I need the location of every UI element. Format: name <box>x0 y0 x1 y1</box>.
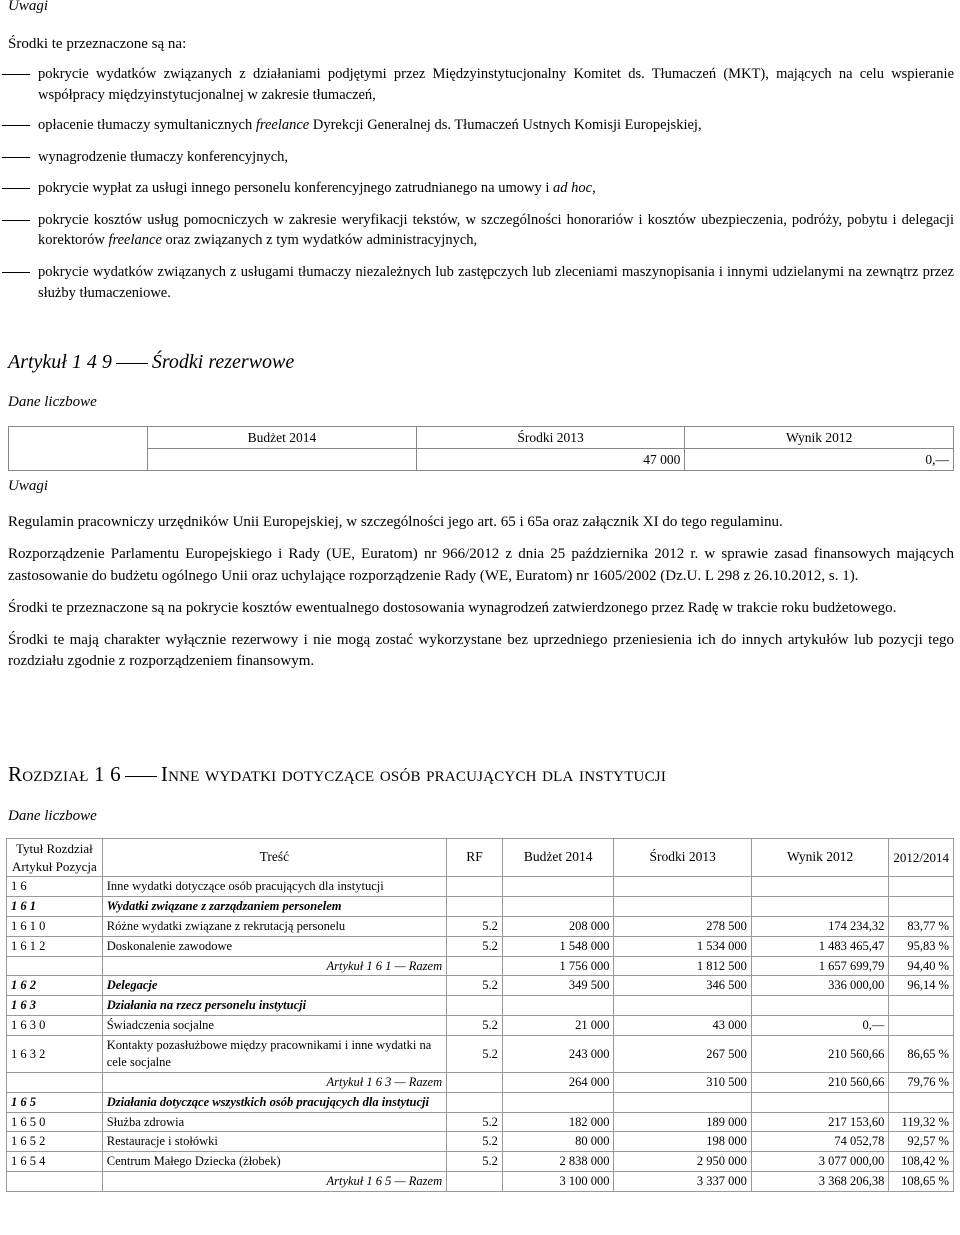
row-rf: 5.2 <box>447 1036 503 1073</box>
row-srodki-2013: 1 812 500 <box>614 956 751 976</box>
row-ratio: 86,65 % <box>889 1036 954 1073</box>
budget-table <box>8 426 954 471</box>
header-budzet-2014: Budżet 2014 <box>502 839 614 877</box>
row-ratio: 119,32 % <box>889 1112 954 1132</box>
row-code: 1 6 3 0 <box>7 1016 103 1036</box>
dash-bullet <box>0 262 38 273</box>
table-row <box>7 936 954 956</box>
intro-text: Środki te przeznaczone są na: <box>8 36 187 52</box>
list-item <box>0 147 954 168</box>
budget-empty-cell <box>9 449 148 471</box>
list-item-text: opłacenie tłumaczy symultanicznych freelance Dyrekcji Generalnej ds. Tłumaczeń Ustnych Komisji Europejskiej, <box>38 117 702 134</box>
budget-detail-table <box>6 838 954 1192</box>
row-wynik-2012: 1 657 699,79 <box>751 956 888 976</box>
table-row <box>7 896 954 916</box>
row-rf <box>447 1072 503 1092</box>
row-code: 1 6 2 <box>7 976 103 996</box>
table-total-row <box>7 1172 954 1192</box>
row-ratio: 92,57 % <box>889 1132 954 1152</box>
row-budget-2014 <box>502 896 614 916</box>
table-body <box>7 877 954 1192</box>
row-budget-2014: 2 838 000 <box>502 1152 614 1172</box>
list-item-text: pokrycie wypłat za usługi innego personelu konferencyjnego zatrudnianego na umowy i ad hoc, <box>38 180 596 197</box>
table-row <box>7 1112 954 1132</box>
row-code: 1 6 1 <box>7 896 103 916</box>
row-label: Różne wydatki związane z rekrutacją personelu <box>102 916 446 936</box>
table-row <box>7 1036 954 1073</box>
list-item <box>0 210 954 251</box>
table-row <box>7 1152 954 1172</box>
row-budget-2014: 80 000 <box>502 1132 614 1152</box>
row-budget-2014: 1 548 000 <box>502 936 614 956</box>
row-wynik-2012: 210 560,66 <box>751 1072 888 1092</box>
row-ratio: 108,42 % <box>889 1152 954 1172</box>
row-label: Inne wydatki dotyczące osób pracujących dla instytucji <box>102 877 446 897</box>
row-rf: 5.2 <box>447 1132 503 1152</box>
row-ratio <box>889 896 954 916</box>
row-label: Artykuł 1 6 5 — Razem <box>102 1172 446 1192</box>
row-ratio: 95,83 % <box>889 936 954 956</box>
row-wynik-2012: 1 483 465,47 <box>751 936 888 956</box>
row-rf <box>447 1092 503 1112</box>
dash-bullet <box>0 210 38 221</box>
row-code <box>7 1172 103 1192</box>
row-label: Delegacje <box>102 976 446 996</box>
row-ratio: 79,76 % <box>889 1072 954 1092</box>
article-remarks <box>8 512 954 673</box>
article-title: Artykuł 1 4 9 Środki rezerwowe <box>8 351 295 373</box>
dash-bullet <box>0 147 38 158</box>
row-code: 1 6 5 2 <box>7 1132 103 1152</box>
budget-value-2012: 0,— <box>685 449 954 471</box>
row-budget-2014: 3 100 000 <box>502 1172 614 1192</box>
row-srodki-2013: 189 000 <box>614 1112 751 1132</box>
table-row <box>7 976 954 996</box>
dash-bullet <box>0 64 38 75</box>
row-label: Artykuł 1 6 1 — Razem <box>102 956 446 976</box>
row-wynik-2012 <box>751 877 888 897</box>
dash-bullet <box>0 115 38 126</box>
budget-header-2013: Środki 2013 <box>416 427 685 449</box>
row-ratio <box>889 877 954 897</box>
row-wynik-2012: 74 052,78 <box>751 1132 888 1152</box>
table-header-row <box>7 839 954 877</box>
row-srodki-2013 <box>614 877 751 897</box>
paragraph: Regulamin pracowniczy urzędników Unii Europejskiej, w szczególności jego art. 65 i 65a oraz załącznik XI do tego regulaminu. <box>8 514 783 530</box>
row-wynik-2012 <box>751 1092 888 1112</box>
list-item <box>0 178 954 199</box>
row-rf: 5.2 <box>447 916 503 936</box>
paragraph: Środki te mają charakter wyłącznie rezerwowy i nie mogą zostać wykorzystane bez uprzedniego przeniesienia ich do innych artykułów lub pozycji tego rozdziału zgodnie z rozporządzeniem finansowym. <box>8 632 954 670</box>
budget-value-2014 <box>148 449 417 471</box>
row-rf: 5.2 <box>447 1112 503 1132</box>
chapter-title: Rozdział 1 6 Inne wydatki dotyczące osób pracujących dla instytucji <box>8 762 667 786</box>
row-srodki-2013 <box>614 1092 751 1112</box>
row-srodki-2013: 346 500 <box>614 976 751 996</box>
budget-value-row <box>9 449 954 471</box>
row-ratio <box>889 996 954 1016</box>
row-srodki-2013: 310 500 <box>614 1072 751 1092</box>
list-item <box>0 262 954 303</box>
row-wynik-2012: 0,— <box>751 1016 888 1036</box>
row-wynik-2012: 336 000,00 <box>751 976 888 996</box>
row-label: Działania na rzecz personelu instytucji <box>102 996 446 1016</box>
list-item-text: pokrycie wydatków związanych z działaniami podjętymi przez Międzyinstytucjonalny Komitet ds. Tłumaczeń (MKT), mających na celu wspieranie współpracy międzyinstytucjonalnej w zakresie tłumaczeń, <box>38 66 954 103</box>
row-rf: 5.2 <box>447 1016 503 1036</box>
dane-liczbowe-label: Dane liczbowe <box>8 394 97 410</box>
budget-header-2012: Wynik 2012 <box>685 427 954 449</box>
row-label: Kontakty pozasłużbowe między pracownikami i inne wydatki na cele socjalne <box>102 1036 446 1073</box>
row-label: Świadczenia socjalne <box>102 1016 446 1036</box>
row-rf <box>447 877 503 897</box>
budget-header-row <box>9 427 954 449</box>
paragraph: Środki te przeznaczone są na pokrycie kosztów ewentualnego dostosowania wynagrodzeń zatwierdzonego przez Radę w trakcie roku budżetowego. <box>8 599 897 616</box>
row-code: 1 6 5 0 <box>7 1112 103 1132</box>
row-srodki-2013: 267 500 <box>614 1036 751 1073</box>
row-rf <box>447 996 503 1016</box>
row-ratio: 96,14 % <box>889 976 954 996</box>
dash-bullet <box>0 178 38 189</box>
row-ratio <box>889 1092 954 1112</box>
header-srodki-2013: Środki 2013 <box>614 839 751 877</box>
row-wynik-2012: 217 153,60 <box>751 1112 888 1132</box>
row-wynik-2012 <box>751 996 888 1016</box>
budget-value-2013: 47 000 <box>416 449 685 471</box>
row-wynik-2012: 210 560,66 <box>751 1036 888 1073</box>
list-item <box>0 115 954 136</box>
table-row <box>7 1016 954 1036</box>
row-budget-2014: 243 000 <box>502 1036 614 1073</box>
row-code: 1 6 3 <box>7 996 103 1016</box>
row-code <box>7 1072 103 1092</box>
row-budget-2014: 1 756 000 <box>502 956 614 976</box>
row-budget-2014 <box>502 877 614 897</box>
row-label: Doskonalenie zawodowe <box>102 936 446 956</box>
table-row <box>7 1132 954 1152</box>
row-srodki-2013 <box>614 996 751 1016</box>
purpose-list <box>0 64 954 303</box>
list-item <box>0 64 954 105</box>
row-rf <box>447 1172 503 1192</box>
row-rf <box>447 956 503 976</box>
row-label: Działania dotyczące wszystkich osób pracujących dla instytucji <box>102 1092 446 1112</box>
row-rf: 5.2 <box>447 1152 503 1172</box>
row-srodki-2013: 198 000 <box>614 1132 751 1152</box>
em-dash <box>116 363 148 364</box>
row-wynik-2012: 174 234,32 <box>751 916 888 936</box>
row-budget-2014: 208 000 <box>502 916 614 936</box>
list-item-text: pokrycie kosztów usług pomocniczych w zakresie weryfikacji tekstów, w szczególności honorariów i kosztów ubezpieczenia, podróży, pobytu i delegacji korektorów freelance oraz związanych z tym wydatków administracyjnych, <box>38 211 954 249</box>
row-budget-2014 <box>502 996 614 1016</box>
row-budget-2014: 264 000 <box>502 1072 614 1092</box>
row-budget-2014: 182 000 <box>502 1112 614 1132</box>
row-code: 1 6 3 2 <box>7 1036 103 1073</box>
budget-empty-cell <box>9 427 148 449</box>
row-label: Artykuł 1 6 3 — Razem <box>102 1072 446 1092</box>
row-ratio <box>889 1016 954 1036</box>
paragraph: Rozporządzenie Parlamentu Europejskiego i Rady (UE, Euratom) nr 966/2012 z dnia 25 października 2012 r. w sprawie zasad finansowych mających zastosowanie do budżetu ogólnego Unii oraz uchylające rozporządzenie Rady (WE, Euratom) nr 1605/2002 (Dz.U. L 298 z 26.10.2012, s. 1). <box>8 546 954 584</box>
row-code: 1 6 1 2 <box>7 936 103 956</box>
header-wynik-2012: Wynik 2012 <box>751 839 888 877</box>
table-row <box>7 877 954 897</box>
row-code: 1 6 1 0 <box>7 916 103 936</box>
row-ratio: 83,77 % <box>889 916 954 936</box>
row-ratio: 108,65 % <box>889 1172 954 1192</box>
row-rf: 5.2 <box>447 976 503 996</box>
row-budget-2014: 349 500 <box>502 976 614 996</box>
row-wynik-2012 <box>751 896 888 916</box>
chapter-dane-liczbowe: Dane liczbowe <box>8 808 97 824</box>
row-label: Wydatki związane z zarządzaniem personelem <box>102 896 446 916</box>
em-dash <box>125 776 157 777</box>
table-row <box>7 916 954 936</box>
row-budget-2014 <box>502 1092 614 1112</box>
header-ratio: 2012/2014 <box>889 839 954 877</box>
row-rf: 5.2 <box>447 936 503 956</box>
table-total-row <box>7 1072 954 1092</box>
table-row <box>7 1092 954 1112</box>
header-rf: RF <box>447 839 503 877</box>
article-uwagi-heading: Uwagi <box>8 478 49 494</box>
row-ratio: 94,40 % <box>889 956 954 976</box>
uwagi-heading: Uwagi <box>8 0 49 14</box>
row-code <box>7 956 103 976</box>
row-label: Restauracje i stołówki <box>102 1132 446 1152</box>
table-row <box>7 996 954 1016</box>
row-srodki-2013: 2 950 000 <box>614 1152 751 1172</box>
row-code: 1 6 5 <box>7 1092 103 1112</box>
row-wynik-2012: 3 077 000,00 <box>751 1152 888 1172</box>
row-wynik-2012: 3 368 206,38 <box>751 1172 888 1192</box>
budget-header-2014: Budżet 2014 <box>148 427 417 449</box>
row-budget-2014: 21 000 <box>502 1016 614 1036</box>
row-rf <box>447 896 503 916</box>
row-srodki-2013: 1 534 000 <box>614 936 751 956</box>
table-total-row <box>7 956 954 976</box>
header-code: Tytuł Rozdział Artykuł Pozycja <box>7 839 103 877</box>
list-item-text: wynagrodzenie tłumaczy konferencyjnych, <box>38 148 289 165</box>
row-label: Służba zdrowia <box>102 1112 446 1132</box>
row-srodki-2013 <box>614 896 751 916</box>
row-srodki-2013: 3 337 000 <box>614 1172 751 1192</box>
row-code: 1 6 <box>7 877 103 897</box>
row-code: 1 6 5 4 <box>7 1152 103 1172</box>
list-item-text: pokrycie wydatków związanych z usługami tłumaczy niezależnych lub zastępczych lub zleceniami maszynopisania i innymi udzielanymi na zewnątrz przez służby tłumaczeniowe. <box>38 264 954 301</box>
row-srodki-2013: 43 000 <box>614 1016 751 1036</box>
row-srodki-2013: 278 500 <box>614 916 751 936</box>
row-label: Centrum Małego Dziecka (żłobek) <box>102 1152 446 1172</box>
header-tresc: Treść <box>102 839 446 877</box>
